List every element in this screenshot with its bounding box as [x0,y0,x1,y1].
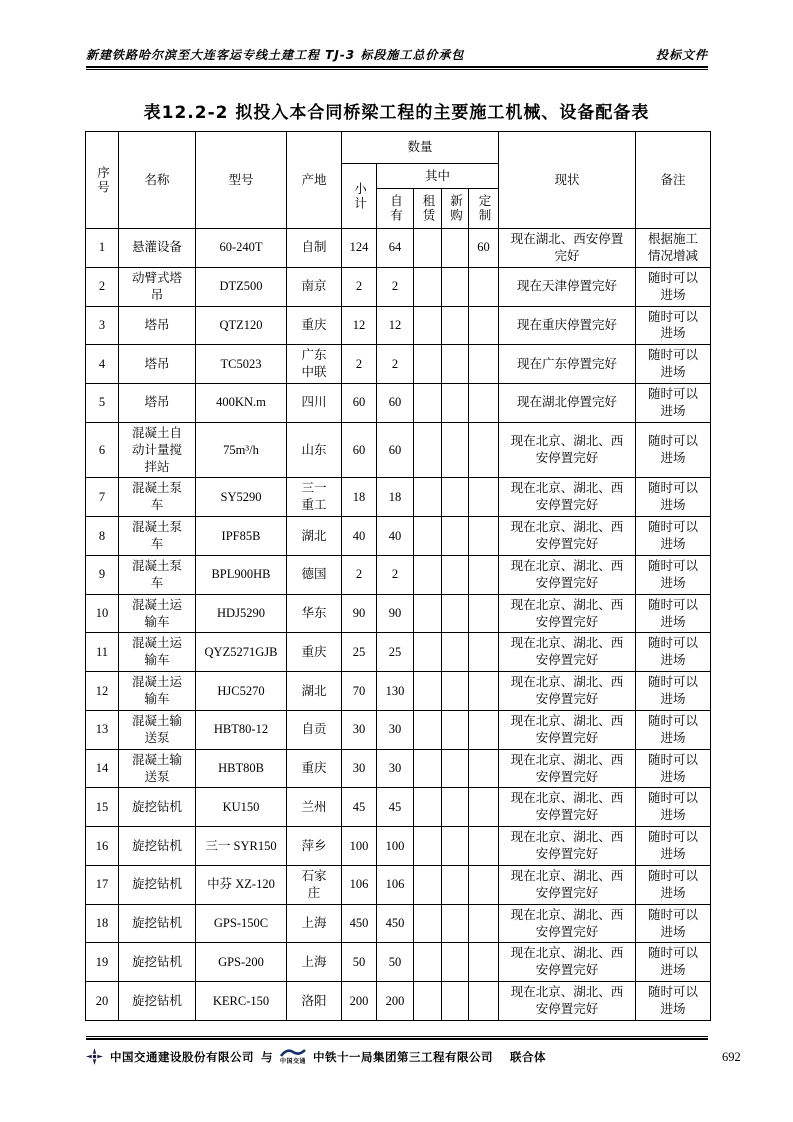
cell-subtotal: 70 [342,672,377,711]
cell-remark: 随时可以进场 [636,904,711,943]
header-remark: 备注 [636,132,711,229]
cell-seq: 19 [86,943,119,982]
cell-name: 混凝土泵车 [119,478,196,517]
table-row [86,904,711,943]
cell-custom [469,943,499,982]
cell-seq: 13 [86,710,119,749]
cell-seq: 4 [86,345,119,384]
cell-new [442,422,469,478]
cell-remark: 随时可以进场 [636,749,711,788]
cell-custom: 60 [469,229,499,268]
cell-remark: 随时可以进场 [636,865,711,904]
cell-rent [414,749,442,788]
table-row [86,555,711,594]
cell-own: 2 [377,267,414,306]
cell-new [442,555,469,594]
cell-custom [469,422,499,478]
table-row [86,478,711,517]
cell-model: HBT80B [196,749,287,788]
table-row [86,788,711,827]
cell-model: GPS-200 [196,943,287,982]
cell-origin: 重庆 [287,749,342,788]
cell-rent [414,594,442,633]
cell-own: 18 [377,478,414,517]
footer-logo-caption: 中国交通 [280,1058,307,1065]
cell-remark: 随时可以进场 [636,267,711,306]
cell-rent [414,345,442,384]
cell-seq: 18 [86,904,119,943]
cell-origin: 广东中联 [287,345,342,384]
table-row [86,306,711,345]
cell-own: 45 [377,788,414,827]
table-row [86,672,711,711]
cell-origin: 南京 [287,267,342,306]
cell-subtotal: 2 [342,267,377,306]
cell-origin: 重庆 [287,306,342,345]
cell-seq: 9 [86,555,119,594]
cell-remark: 随时可以进场 [636,788,711,827]
cell-subtotal: 100 [342,827,377,866]
cell-status: 现在北京、湖北、西安停置完好 [499,422,636,478]
cell-origin: 重庆 [287,633,342,672]
cell-custom [469,904,499,943]
cell-new [442,633,469,672]
table-row [86,422,711,478]
cell-rent [414,267,442,306]
cell-rent [414,422,442,478]
header-custom: 定制 [469,189,499,229]
cell-model: GPS-150C [196,904,287,943]
cell-custom [469,384,499,423]
cell-custom [469,710,499,749]
cell-name: 旋挖钻机 [119,943,196,982]
cell-status: 现在北京、湖北、西安停置完好 [499,594,636,633]
cell-own: 2 [377,555,414,594]
equipment-table-container [85,131,711,1021]
cell-name: 混凝土输送泵 [119,710,196,749]
cell-custom [469,478,499,517]
header-own: 自有 [377,189,414,229]
cell-subtotal: 30 [342,749,377,788]
cell-model: TC5023 [196,345,287,384]
cell-new [442,865,469,904]
running-header [86,46,708,63]
cell-remark: 随时可以进场 [636,594,711,633]
cell-model: BPL900HB [196,555,287,594]
cell-own: 100 [377,827,414,866]
cell-name: 塔吊 [119,306,196,345]
equipment-table-body [86,229,711,1021]
cell-model: 400KN.m [196,384,287,423]
cell-subtotal: 2 [342,345,377,384]
cell-custom [469,672,499,711]
cell-seq: 12 [86,672,119,711]
cell-new [442,267,469,306]
cell-subtotal: 2 [342,555,377,594]
page-number: 692 [722,1050,741,1064]
footer-conjunction: 与 [261,1049,273,1064]
cell-name: 混凝土自动计量搅拌站 [119,422,196,478]
cell-model: KU150 [196,788,287,827]
cell-remark: 随时可以进场 [636,672,711,711]
cell-model: QTZ120 [196,306,287,345]
header-rent: 租赁 [414,189,442,229]
cell-name: 旋挖钻机 [119,865,196,904]
cell-seq: 6 [86,422,119,478]
cell-own: 25 [377,633,414,672]
cell-own: 60 [377,422,414,478]
cell-own: 450 [377,904,414,943]
cell-subtotal: 45 [342,788,377,827]
cell-model: KERC-150 [196,982,287,1021]
cell-status: 现在北京、湖北、西安停置完好 [499,517,636,556]
cell-name: 塔吊 [119,384,196,423]
cell-own: 130 [377,672,414,711]
cell-subtotal: 124 [342,229,377,268]
cell-origin: 湖北 [287,672,342,711]
cell-status: 现在北京、湖北、西安停置完好 [499,749,636,788]
cell-status: 现在重庆停置完好 [499,306,636,345]
cell-seq: 1 [86,229,119,268]
cell-seq: 20 [86,982,119,1021]
cell-name: 动臂式塔吊 [119,267,196,306]
cell-model: HBT80-12 [196,710,287,749]
cell-own: 90 [377,594,414,633]
page-footer [86,1048,708,1065]
table-row [86,865,711,904]
cell-name: 混凝土运输车 [119,672,196,711]
cell-new [442,229,469,268]
cell-custom [469,555,499,594]
cell-new [442,306,469,345]
cell-origin: 自制 [287,229,342,268]
cell-status: 现在北京、湖北、西安停置完好 [499,788,636,827]
cell-own: 64 [377,229,414,268]
cell-rent [414,904,442,943]
footer-center-logo [280,1048,306,1065]
cell-rent [414,865,442,904]
cell-custom [469,982,499,1021]
cell-new [442,710,469,749]
cell-subtotal: 12 [342,306,377,345]
cell-rent [414,517,442,556]
cell-seq: 10 [86,594,119,633]
cell-seq: 2 [86,267,119,306]
cell-remark: 随时可以进场 [636,517,711,556]
cell-origin: 三一重工 [287,478,342,517]
cell-name: 旋挖钻机 [119,982,196,1021]
cell-model: SY5290 [196,478,287,517]
header-right-text: 投标文件 [655,48,708,62]
header-divider [86,66,708,70]
cell-subtotal: 18 [342,478,377,517]
table-row [86,633,711,672]
cell-new [442,943,469,982]
cell-rent [414,384,442,423]
cell-model: HDJ5290 [196,594,287,633]
cell-status: 现在北京、湖北、西安停置完好 [499,710,636,749]
cell-status: 现在湖北停置完好 [499,384,636,423]
table-row [86,594,711,633]
cell-status: 现在北京、湖北、西安停置完好 [499,478,636,517]
cell-own: 2 [377,345,414,384]
cell-own: 30 [377,710,414,749]
cell-subtotal: 60 [342,384,377,423]
cell-remark: 随时可以进场 [636,345,711,384]
cell-origin: 萍乡 [287,827,342,866]
cell-name: 混凝土泵车 [119,517,196,556]
cell-rent [414,478,442,517]
table-row [86,982,711,1021]
cell-remark: 随时可以进场 [636,384,711,423]
cell-remark: 随时可以进场 [636,633,711,672]
header-quantity: 数量 [342,132,499,164]
cell-seq: 16 [86,827,119,866]
cell-name: 悬灌设备 [119,229,196,268]
cell-remark: 随时可以进场 [636,710,711,749]
china-comm-logo-icon [280,1048,306,1058]
cell-seq: 8 [86,517,119,556]
equipment-table [85,131,711,1021]
cell-origin: 四川 [287,384,342,423]
cell-new [442,345,469,384]
cell-own: 40 [377,517,414,556]
cell-new [442,827,469,866]
cell-name: 混凝土运输车 [119,594,196,633]
cell-name: 旋挖钻机 [119,904,196,943]
cell-origin: 山东 [287,422,342,478]
cell-model: 中芬 XZ-120 [196,865,287,904]
cell-model: HJC5270 [196,672,287,711]
cccc-compass-logo-icon [86,1048,103,1065]
cell-origin: 兰州 [287,788,342,827]
cell-new [442,517,469,556]
cell-own: 200 [377,982,414,1021]
cell-status: 现在广东停置完好 [499,345,636,384]
cell-remark: 根据施工情况增减 [636,229,711,268]
cell-status: 现在北京、湖北、西安停置完好 [499,904,636,943]
header-seq: 序号 [86,132,119,229]
cell-status: 现在北京、湖北、西安停置完好 [499,555,636,594]
footer-divider [86,1036,708,1040]
table-row [86,384,711,423]
cell-new [442,982,469,1021]
cell-origin: 湖北 [287,517,342,556]
cell-rent [414,943,442,982]
cell-origin: 上海 [287,904,342,943]
cell-new [442,749,469,788]
cell-origin: 华东 [287,594,342,633]
cell-custom [469,827,499,866]
cell-status: 现在北京、湖北、西安停置完好 [499,865,636,904]
cell-origin: 洛阳 [287,982,342,1021]
table-row [86,267,711,306]
cell-model: IPF85B [196,517,287,556]
header-name: 名称 [119,132,196,229]
cell-remark: 随时可以进场 [636,555,711,594]
cell-status: 现在北京、湖北、西安停置完好 [499,827,636,866]
cell-status: 现在天津停置完好 [499,267,636,306]
cell-name: 旋挖钻机 [119,788,196,827]
cell-new [442,788,469,827]
cell-new [442,672,469,711]
cell-remark: 随时可以进场 [636,982,711,1021]
page-title: 表12.2-2 拟投入本合同桥梁工程的主要施工机械、设备配备表 [143,103,650,123]
cell-model: 60-240T [196,229,287,268]
cell-custom [469,594,499,633]
header-left-text: 新建铁路哈尔滨至大连客运专线土建工程 TJ-3 标段施工总价承包 [86,48,465,62]
cell-status: 现在北京、湖北、西安停置完好 [499,943,636,982]
cell-remark: 随时可以进场 [636,943,711,982]
cell-own: 60 [377,384,414,423]
cell-rent [414,672,442,711]
cell-name: 塔吊 [119,345,196,384]
cell-remark: 随时可以进场 [636,422,711,478]
cell-subtotal: 40 [342,517,377,556]
cell-subtotal: 60 [342,422,377,478]
cell-custom [469,788,499,827]
cell-seq: 7 [86,478,119,517]
cell-subtotal: 200 [342,982,377,1021]
cell-custom [469,633,499,672]
table-row [86,710,711,749]
table-row [86,749,711,788]
cell-rent [414,982,442,1021]
footer-company2: 中铁十一局集团第三工程有限公司 [313,1049,494,1064]
cell-model: DTZ500 [196,267,287,306]
cell-rent [414,788,442,827]
cell-rent [414,633,442,672]
table-row [86,345,711,384]
header-among: 其中 [377,164,499,189]
cell-name: 混凝土输送泵 [119,749,196,788]
cell-subtotal: 90 [342,594,377,633]
header-status: 现状 [499,132,636,229]
cell-remark: 随时可以进场 [636,306,711,345]
cell-origin: 德国 [287,555,342,594]
cell-custom [469,517,499,556]
header-new: 新购 [442,189,469,229]
cell-custom [469,306,499,345]
cell-model: 75m³/h [196,422,287,478]
cell-name: 旋挖钻机 [119,827,196,866]
cell-subtotal: 106 [342,865,377,904]
header-origin: 产地 [287,132,342,229]
cell-status: 现在北京、湖北、西安停置完好 [499,672,636,711]
cell-own: 12 [377,306,414,345]
cell-seq: 15 [86,788,119,827]
cell-own: 106 [377,865,414,904]
cell-name: 混凝土泵车 [119,555,196,594]
cell-remark: 随时可以进场 [636,827,711,866]
cell-seq: 3 [86,306,119,345]
cell-subtotal: 50 [342,943,377,982]
cell-rent [414,827,442,866]
cell-name: 混凝土运输车 [119,633,196,672]
header-model: 型号 [196,132,287,229]
footer-company1: 中国交通建设股份有限公司 [110,1049,254,1064]
table-row [86,827,711,866]
cell-rent [414,229,442,268]
cell-rent [414,710,442,749]
cell-rent [414,306,442,345]
table-row [86,517,711,556]
cell-new [442,904,469,943]
cell-seq: 5 [86,384,119,423]
cell-new [442,594,469,633]
footer-joint-label: 联合体 [510,1049,547,1064]
cell-status: 现在北京、湖北、西安停置完好 [499,982,636,1021]
cell-model: 三一 SYR150 [196,827,287,866]
cell-remark: 随时可以进场 [636,478,711,517]
cell-own: 30 [377,749,414,788]
cell-new [442,478,469,517]
cell-origin: 自贡 [287,710,342,749]
cell-custom [469,865,499,904]
table-row [86,943,711,982]
cell-rent [414,555,442,594]
cell-custom [469,267,499,306]
cell-seq: 11 [86,633,119,672]
cell-subtotal: 30 [342,710,377,749]
table-row [86,229,711,268]
cell-seq: 17 [86,865,119,904]
cell-custom [469,749,499,788]
cell-new [442,384,469,423]
cell-status: 现在北京、湖北、西安停置完好 [499,633,636,672]
cell-seq: 14 [86,749,119,788]
cell-model: QYZ5271GJB [196,633,287,672]
header-subtotal: 小计 [342,164,377,229]
cell-origin: 上海 [287,943,342,982]
cell-subtotal: 25 [342,633,377,672]
cell-custom [469,345,499,384]
cell-subtotal: 450 [342,904,377,943]
cell-status: 现在湖北、西安停置完好 [499,229,636,268]
cell-own: 50 [377,943,414,982]
cell-origin: 石家庄 [287,865,342,904]
